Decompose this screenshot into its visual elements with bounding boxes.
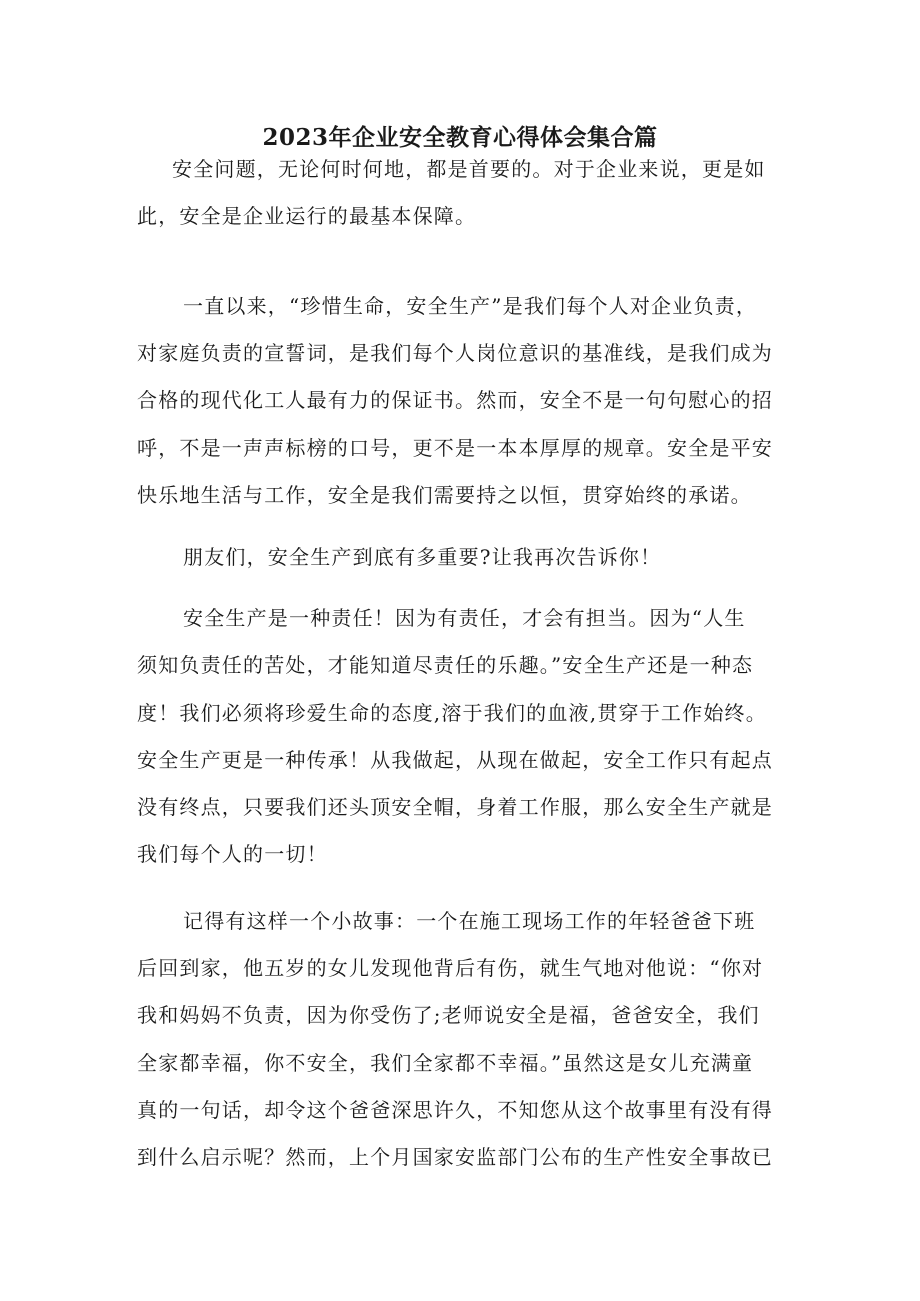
document-title: 2023年企业安全教育心得体会集合篇 bbox=[262, 124, 658, 151]
paragraph-line: 快乐地生活与工作，安全是我们需要持之以恒，贯穿始终的承诺。 bbox=[137, 483, 752, 507]
paragraph-line: 须知负责任的苦处，才能知道尽责任的乐趣。”安全生产还是一种态 bbox=[137, 653, 754, 677]
paragraph-line: 我们每个人的一切！ bbox=[137, 842, 328, 866]
paragraph-line: 真的一句话，却令这个爸爸深思许久，不知您从这个故事里有没有得 bbox=[137, 1098, 773, 1122]
paragraph-line: 度！我们必须将珍爱生命的态度,溶于我们的血液,贯穿于工作始终。 bbox=[137, 701, 767, 725]
paragraph-line: 我和妈妈不负责，因为你受伤了;老师说安全是福，爸爸安全，我们 bbox=[137, 1003, 760, 1027]
paragraph-line: 记得有这样一个小故事：一个在施工现场工作的年轻爸爸下班 bbox=[183, 909, 756, 933]
paragraph-line: 朋友们，安全生产到底有多重要?让我再次告诉你！ bbox=[183, 545, 662, 569]
paragraph-line: 此，安全是企业运行的最基本保障。 bbox=[137, 204, 477, 228]
paragraph-line: 一直以来，“珍惜生命，安全生产”是我们每个人对企业负责， bbox=[183, 294, 758, 318]
paragraph-line: 没有终点，只要我们还头顶安全帽，身着工作服，那么安全生产就是 bbox=[137, 795, 773, 819]
paragraph-line: 安全生产更是一种传承！从我做起，从现在做起，安全工作只有起点 bbox=[137, 748, 773, 772]
paragraph-line: 合格的现代化工人最有力的保证书。然而，安全不是一句句慰心的招 bbox=[137, 388, 773, 412]
paragraph-line: 后回到家，他五岁的女儿发现他背后有伤，就生气地对他说：“你对 bbox=[137, 956, 764, 980]
paragraph-line: 全家都幸福，你不安全，我们全家都不幸福。”虽然这是女儿充满童 bbox=[137, 1051, 754, 1075]
paragraph-line: 到什么启示呢？然而，上个月国家安监部门公布的生产性安全事故已 bbox=[137, 1145, 773, 1169]
paragraph-line: 呼，不是一声声标榜的口号，更不是一本本厚厚的规章。安全是平安 bbox=[137, 436, 773, 460]
paragraph-line: 安全问题，无论何时何地，都是首要的。对于企业来说，更是如 bbox=[172, 157, 766, 181]
paragraph-line: 对家庭负责的宣誓词，是我们每个人岗位意识的基准线，是我们成为 bbox=[137, 341, 773, 365]
paragraph-line: 安全生产是一种责任！因为有责任，才会有担当。因为“人生 bbox=[183, 606, 746, 630]
